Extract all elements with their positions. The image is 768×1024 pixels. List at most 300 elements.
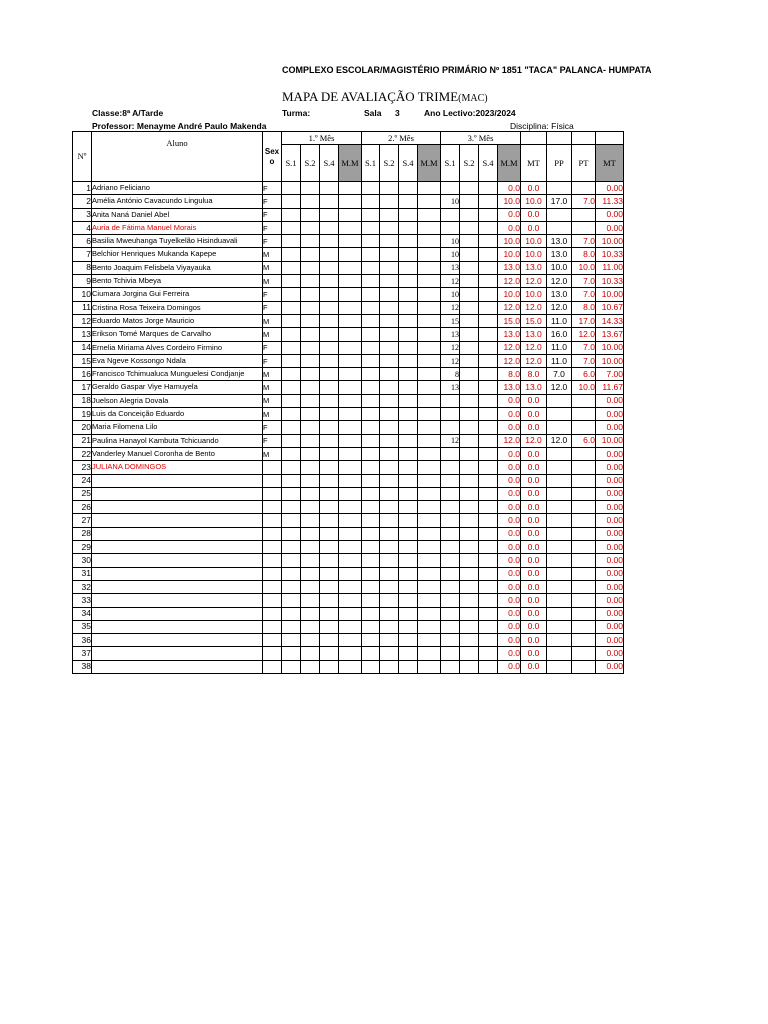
m3-s2 [460, 288, 479, 301]
pp-value: 10.0 [547, 261, 572, 274]
m2-s4 [399, 434, 418, 447]
m3-mm: 13.0 [498, 261, 521, 274]
m3-mm: 0.0 [498, 541, 521, 554]
student-name: Eduardo Matos Jorge Mauricio [92, 314, 263, 327]
m1-mm [339, 301, 362, 314]
pp-value [547, 461, 572, 474]
m3-mm: 0.0 [498, 554, 521, 567]
table-row [73, 567, 624, 580]
m2-s1 [362, 182, 380, 195]
m1-s2 [301, 607, 320, 620]
m2-s2 [380, 527, 399, 540]
student-sex: M [263, 328, 282, 341]
m1-s1 [282, 554, 301, 567]
pt-value [572, 567, 596, 580]
pp-value: 13.0 [547, 288, 572, 301]
m2-s4 [399, 620, 418, 633]
row-number: 15 [73, 354, 92, 367]
pt-value [572, 580, 596, 593]
m3-s1: 10 [441, 288, 460, 301]
header-blank-pt [572, 132, 596, 145]
final-mt: 0.00 [596, 182, 624, 195]
pp-value [547, 660, 572, 673]
m1-s4 [320, 341, 339, 354]
m3-s1 [441, 527, 460, 540]
mt-value: 13.0 [521, 381, 547, 394]
m2-s2 [380, 195, 399, 208]
header-m2-mm: M.M [418, 145, 441, 182]
m1-s4 [320, 301, 339, 314]
m3-mm: 0.0 [498, 527, 521, 540]
row-number: 25 [73, 487, 92, 500]
header-aluno: Aluno [92, 132, 263, 182]
professor-label: Professor: Menayme André Paulo Makenda [92, 121, 267, 131]
m2-s2 [380, 221, 399, 234]
m2-s2 [380, 314, 399, 327]
m1-s1 [282, 527, 301, 540]
mt-value: 12.0 [521, 341, 547, 354]
m1-mm [339, 221, 362, 234]
m1-mm [339, 434, 362, 447]
row-number: 30 [73, 554, 92, 567]
m2-s4 [399, 394, 418, 407]
m3-mm: 12.0 [498, 275, 521, 288]
final-mt: 0.00 [596, 447, 624, 460]
final-mt: 0.00 [596, 567, 624, 580]
m1-s4 [320, 408, 339, 421]
m3-mm: 12.0 [498, 434, 521, 447]
table-row [73, 421, 624, 434]
m1-s2 [301, 434, 320, 447]
m1-mm [339, 328, 362, 341]
m1-s2 [301, 381, 320, 394]
header-m1-mm: M.M [339, 145, 362, 182]
m1-mm [339, 660, 362, 673]
mt-value: 0.0 [521, 580, 547, 593]
student-name [92, 487, 263, 500]
student-name: Ciumara Jorgina Gui Ferreira [92, 288, 263, 301]
m3-mm: 0.0 [498, 221, 521, 234]
m2-mm [418, 208, 441, 221]
m2-s4 [399, 447, 418, 460]
m2-s4 [399, 288, 418, 301]
m1-s2 [301, 620, 320, 633]
table-row [73, 208, 624, 221]
header-pt: PT [572, 145, 596, 182]
m1-s4 [320, 368, 339, 381]
m3-s2 [460, 647, 479, 660]
m2-mm [418, 235, 441, 248]
row-number: 35 [73, 620, 92, 633]
pp-value [547, 221, 572, 234]
m1-mm [339, 408, 362, 421]
final-mt: 10.00 [596, 288, 624, 301]
table-row [73, 368, 624, 381]
m1-s4 [320, 394, 339, 407]
m1-s4 [320, 461, 339, 474]
student-name: Basilia Mweuhanga Tuyelkelão Hisinduavali [92, 235, 263, 248]
m3-s1: 10 [441, 235, 460, 248]
m3-s1 [441, 501, 460, 514]
header-sexo: Sexo [263, 132, 282, 182]
final-mt: 0.00 [596, 221, 624, 234]
row-number: 36 [73, 634, 92, 647]
m1-mm [339, 208, 362, 221]
pp-value [547, 394, 572, 407]
m1-s2 [301, 487, 320, 500]
m2-s2 [380, 248, 399, 261]
m3-mm: 8.0 [498, 368, 521, 381]
mt-value: 12.0 [521, 434, 547, 447]
m3-s1: 10 [441, 195, 460, 208]
student-sex: F [263, 195, 282, 208]
m1-s2 [301, 248, 320, 261]
m2-s2 [380, 474, 399, 487]
m2-s4 [399, 275, 418, 288]
student-name: Adriano Feliciano [92, 182, 263, 195]
student-sex [263, 647, 282, 660]
m3-s1: 8 [441, 368, 460, 381]
m3-s4 [479, 275, 498, 288]
m3-s1: 12 [441, 301, 460, 314]
header-pp: PP [547, 145, 572, 182]
row-number: 9 [73, 275, 92, 288]
m1-s2 [301, 461, 320, 474]
final-mt: 0.00 [596, 514, 624, 527]
m1-mm [339, 541, 362, 554]
m3-s4 [479, 408, 498, 421]
m3-s2 [460, 527, 479, 540]
row-number: 6 [73, 235, 92, 248]
mt-value: 0.0 [521, 594, 547, 607]
m1-s4 [320, 541, 339, 554]
m3-s2 [460, 487, 479, 500]
mt-value: 10.0 [521, 288, 547, 301]
table-row [73, 394, 624, 407]
header-blank-final [596, 132, 624, 145]
m1-mm [339, 314, 362, 327]
m1-s2 [301, 341, 320, 354]
m3-s4 [479, 487, 498, 500]
m2-s4 [399, 221, 418, 234]
header-m1-s2: S.2 [301, 145, 320, 182]
m2-s4 [399, 235, 418, 248]
student-sex: F [263, 434, 282, 447]
m1-s4 [320, 381, 339, 394]
mt-value: 0.0 [521, 461, 547, 474]
m1-s1 [282, 501, 301, 514]
pt-value [572, 182, 596, 195]
classe-label: Classe:8ª A/Tarde [92, 108, 164, 118]
m3-mm: 0.0 [498, 447, 521, 460]
m1-s4 [320, 660, 339, 673]
student-name: Paulina Hanayol Kambuta Tchicuando [92, 434, 263, 447]
m1-s4 [320, 607, 339, 620]
m2-s1 [362, 248, 380, 261]
m1-s1 [282, 235, 301, 248]
m3-s4 [479, 341, 498, 354]
m2-s2 [380, 381, 399, 394]
m1-s4 [320, 288, 339, 301]
row-number: 23 [73, 461, 92, 474]
row-number: 26 [73, 501, 92, 514]
m1-s4 [320, 620, 339, 633]
m3-s2 [460, 394, 479, 407]
m2-s2 [380, 275, 399, 288]
m1-s2 [301, 647, 320, 660]
m2-s4 [399, 487, 418, 500]
table-row [73, 288, 624, 301]
pp-value: 11.0 [547, 314, 572, 327]
m3-s4 [479, 248, 498, 261]
m2-mm [418, 275, 441, 288]
final-mt: 0.00 [596, 660, 624, 673]
m2-mm [418, 594, 441, 607]
row-number: 12 [73, 314, 92, 327]
header-m2-s1: S.1 [362, 145, 380, 182]
header-mes-3: 3.º Mês [441, 132, 521, 145]
table-row [73, 647, 624, 660]
m2-s2 [380, 261, 399, 274]
m2-mm [418, 354, 441, 367]
student-name [92, 594, 263, 607]
m2-s4 [399, 660, 418, 673]
pp-value: 11.0 [547, 341, 572, 354]
final-mt: 0.00 [596, 620, 624, 633]
m2-s4 [399, 647, 418, 660]
m2-s1 [362, 580, 380, 593]
pp-value [547, 580, 572, 593]
pp-value [547, 514, 572, 527]
m1-s2 [301, 447, 320, 460]
final-mt: 0.00 [596, 208, 624, 221]
document-title [282, 89, 488, 105]
m3-mm: 0.0 [498, 634, 521, 647]
m1-s2 [301, 288, 320, 301]
m1-s2 [301, 301, 320, 314]
m1-s1 [282, 314, 301, 327]
pp-value [547, 607, 572, 620]
m3-s1: 15 [441, 314, 460, 327]
m1-s2 [301, 354, 320, 367]
m3-s1 [441, 634, 460, 647]
mt-value: 0.0 [521, 474, 547, 487]
student-sex [263, 554, 282, 567]
m1-mm [339, 567, 362, 580]
table-row [73, 594, 624, 607]
m3-s2 [460, 607, 479, 620]
m1-s1 [282, 381, 301, 394]
student-name: JULIANA DOMINGOS [92, 461, 263, 474]
m3-s4 [479, 474, 498, 487]
student-sex: F [263, 208, 282, 221]
m2-s1 [362, 261, 380, 274]
header-mt-final: MT [596, 145, 624, 182]
m3-mm: 0.0 [498, 394, 521, 407]
student-sex: F [263, 182, 282, 195]
m1-mm [339, 514, 362, 527]
pt-value [572, 408, 596, 421]
m3-s1 [441, 408, 460, 421]
pt-value [572, 208, 596, 221]
m3-s4 [479, 594, 498, 607]
m3-s4 [479, 620, 498, 633]
m3-s1 [441, 580, 460, 593]
m3-mm: 0.0 [498, 567, 521, 580]
m2-s2 [380, 620, 399, 633]
m1-s4 [320, 487, 339, 500]
m2-s1 [362, 554, 380, 567]
m2-s4 [399, 368, 418, 381]
m1-s1 [282, 301, 301, 314]
m3-s2 [460, 368, 479, 381]
m3-s1 [441, 474, 460, 487]
m2-mm [418, 580, 441, 593]
m2-s4 [399, 567, 418, 580]
m3-s1 [441, 221, 460, 234]
mt-value: 0.0 [521, 541, 547, 554]
mt-value: 0.0 [521, 527, 547, 540]
m1-s1 [282, 275, 301, 288]
m1-mm [339, 248, 362, 261]
m3-s2 [460, 354, 479, 367]
m3-s1: 12 [441, 275, 460, 288]
m1-s2 [301, 328, 320, 341]
m3-s2 [460, 501, 479, 514]
m3-s4 [479, 514, 498, 527]
m3-mm: 0.0 [498, 408, 521, 421]
m2-s1 [362, 501, 380, 514]
m2-s2 [380, 394, 399, 407]
m2-s4 [399, 261, 418, 274]
pp-value: 12.0 [547, 381, 572, 394]
m3-s2 [460, 208, 479, 221]
turma-label: Turma: [282, 108, 311, 118]
pp-value [547, 447, 572, 460]
row-number: 4 [73, 221, 92, 234]
row-number: 33 [73, 594, 92, 607]
m1-s1 [282, 288, 301, 301]
m2-s2 [380, 487, 399, 500]
m3-mm: 13.0 [498, 328, 521, 341]
m2-s4 [399, 341, 418, 354]
m1-s1 [282, 354, 301, 367]
m2-mm [418, 567, 441, 580]
pt-value [572, 594, 596, 607]
row-number: 10 [73, 288, 92, 301]
pt-value [572, 394, 596, 407]
m3-s1 [441, 647, 460, 660]
m2-s1 [362, 474, 380, 487]
m3-s2 [460, 554, 479, 567]
final-mt: 0.00 [596, 647, 624, 660]
m2-s4 [399, 461, 418, 474]
m2-s2 [380, 554, 399, 567]
m2-s4 [399, 501, 418, 514]
m3-mm: 0.0 [498, 208, 521, 221]
m2-mm [418, 408, 441, 421]
m1-s2 [301, 594, 320, 607]
m1-mm [339, 182, 362, 195]
pp-value: 12.0 [547, 275, 572, 288]
row-number: 27 [73, 514, 92, 527]
m2-s2 [380, 660, 399, 673]
m1-s4 [320, 447, 339, 460]
m1-s4 [320, 514, 339, 527]
pt-value: 17.0 [572, 314, 596, 327]
row-number: 31 [73, 567, 92, 580]
m1-s4 [320, 580, 339, 593]
row-number: 21 [73, 434, 92, 447]
m2-s1 [362, 594, 380, 607]
m3-s4 [479, 261, 498, 274]
final-mt: 11.33 [596, 195, 624, 208]
header-blank-pp [547, 132, 572, 145]
m2-s1 [362, 487, 380, 500]
mt-value: 0.0 [521, 554, 547, 567]
m2-s1 [362, 394, 380, 407]
pp-value [547, 594, 572, 607]
student-sex: F [263, 288, 282, 301]
m3-mm: 0.0 [498, 182, 521, 195]
m1-s2 [301, 221, 320, 234]
m2-s4 [399, 208, 418, 221]
row-number: 13 [73, 328, 92, 341]
student-sex: M [263, 275, 282, 288]
m2-s2 [380, 235, 399, 248]
student-name: Luis da Conceição Eduardo [92, 408, 263, 421]
row-number: 20 [73, 421, 92, 434]
table-row [73, 461, 624, 474]
m3-s1: 10 [441, 248, 460, 261]
mt-value: 0.0 [521, 421, 547, 434]
mt-value: 0.0 [521, 567, 547, 580]
m2-s2 [380, 514, 399, 527]
m3-s2 [460, 447, 479, 460]
m3-s4 [479, 354, 498, 367]
m1-s1 [282, 447, 301, 460]
student-sex: F [263, 221, 282, 234]
table-row [73, 501, 624, 514]
m2-s2 [380, 634, 399, 647]
m3-mm: 0.0 [498, 660, 521, 673]
student-sex [263, 474, 282, 487]
m2-s1 [362, 368, 380, 381]
row-number: 18 [73, 394, 92, 407]
m3-s2 [460, 434, 479, 447]
m2-mm [418, 288, 441, 301]
m1-mm [339, 288, 362, 301]
mt-value: 0.0 [521, 221, 547, 234]
m3-mm: 13.0 [498, 381, 521, 394]
m1-mm [339, 461, 362, 474]
m1-s2 [301, 527, 320, 540]
pt-value [572, 607, 596, 620]
m2-s4 [399, 195, 418, 208]
final-mt: 0.00 [596, 501, 624, 514]
student-sex: M [263, 447, 282, 460]
m1-mm [339, 368, 362, 381]
m3-s4 [479, 434, 498, 447]
m2-s4 [399, 182, 418, 195]
m1-mm [339, 620, 362, 633]
m2-s2 [380, 567, 399, 580]
row-number: 34 [73, 607, 92, 620]
m3-s4 [479, 235, 498, 248]
pp-value [547, 634, 572, 647]
pp-value: 13.0 [547, 248, 572, 261]
m2-mm [418, 501, 441, 514]
